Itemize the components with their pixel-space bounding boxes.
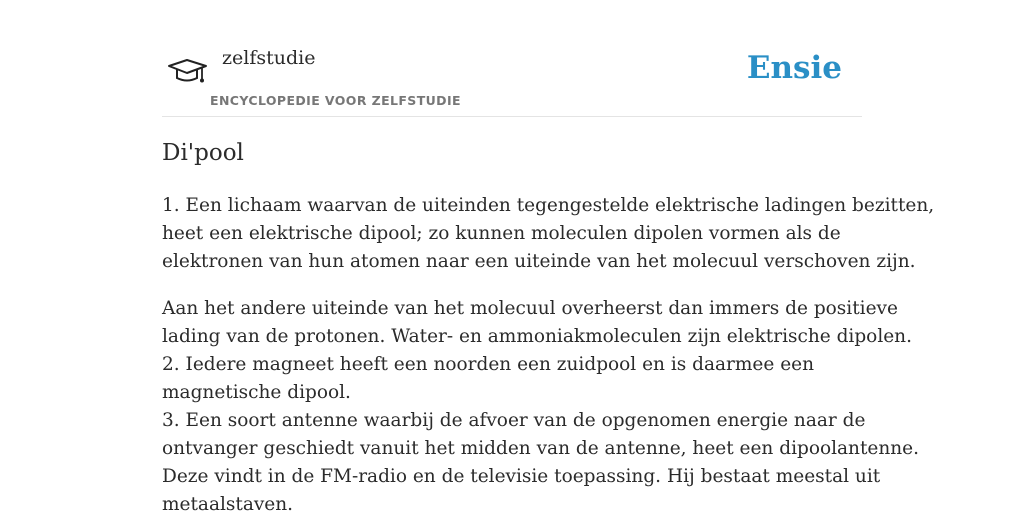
page-title: Di'pool	[162, 140, 244, 166]
site-header	[162, 0, 862, 117]
text-line: 2. Iedere magneet heeft een noorden een zuidpool en is daarmee een	[162, 354, 815, 375]
article-body	[162, 192, 935, 512]
article-paragraph	[162, 295, 920, 512]
site-tagline: ENCYCLOPEDIE VOOR ZELFSTUDIE	[210, 93, 461, 108]
text-line: magnetische dipool.	[162, 382, 351, 403]
text-line: elektronen van hun atomen naar een uiteinde van het molecuul verschoven zijn.	[162, 251, 916, 272]
text-line: metaalstaven.	[162, 494, 294, 512]
article-paragraph	[162, 192, 935, 276]
text-line: 1. Een lichaam waarvan de uiteinden tegengestelde elektrische ladingen bezitten,	[162, 195, 935, 216]
text-line: Aan het andere uiteinde van het molecuul overheerst dan immers de positieve	[162, 298, 898, 319]
text-line: 3. Een soort antenne waarbij de afvoer van de opgenomen energie naar de	[162, 410, 866, 431]
brand-logo-link[interactable]: Ensie	[746, 50, 842, 86]
site-name[interactable]: zelfstudie	[222, 47, 316, 69]
text-line: lading van de protonen. Water- en ammoniakmoleculen zijn elektrische dipolen.	[162, 326, 912, 347]
text-line: Deze vindt in de FM-radio en de televisie toepassing. Hij bestaat meestal uit	[162, 466, 881, 487]
text-line: ontvanger geschiedt vanuit het midden van de antenne, heet een dipoolantenne.	[162, 438, 920, 459]
graduation-cap-icon[interactable]	[166, 52, 210, 90]
text-line: heet een elektrische dipool; zo kunnen moleculen dipolen vormen als de	[162, 223, 841, 244]
